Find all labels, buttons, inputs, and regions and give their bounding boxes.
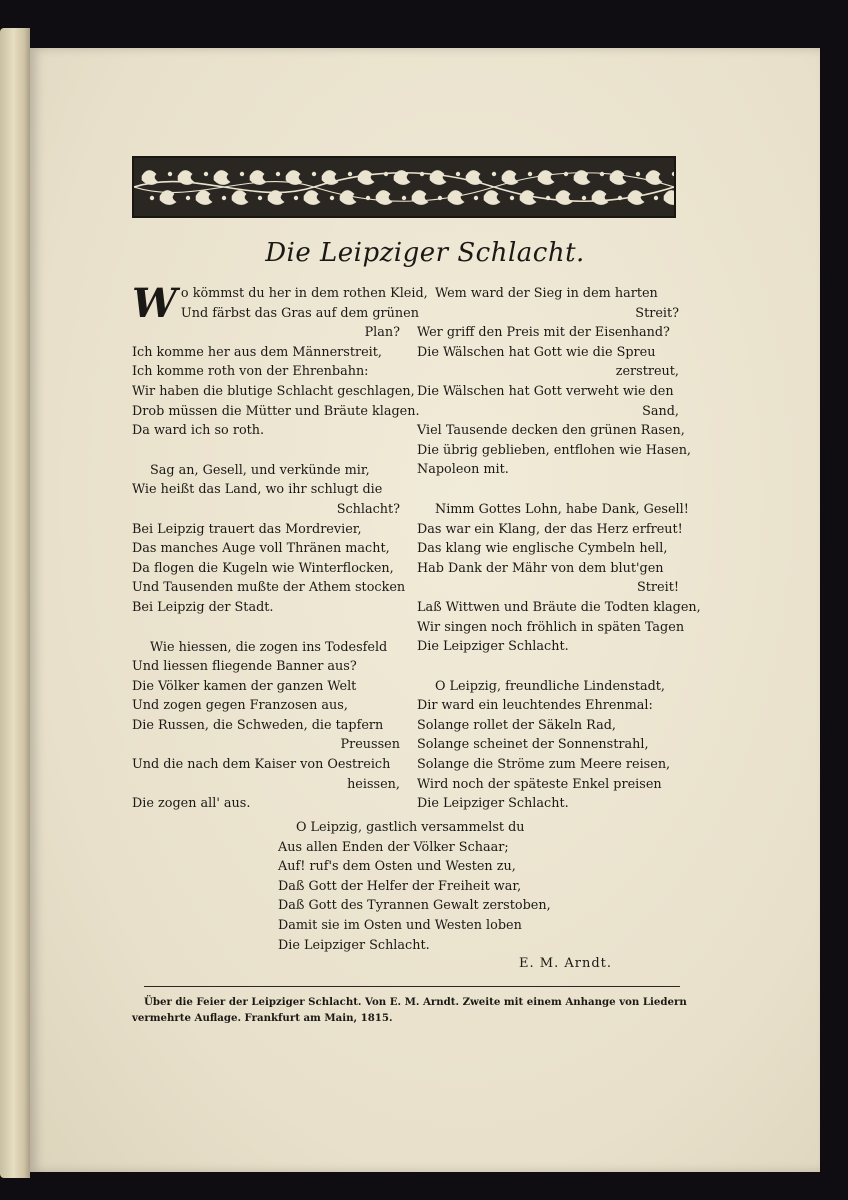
verse-line: Wird noch der späteste Enkel preisen xyxy=(417,776,662,792)
stanza xyxy=(132,638,400,814)
verse-line: heissen, xyxy=(347,776,400,792)
poem-title: Die Leipziger Schlacht. xyxy=(265,238,585,268)
drop-cap: W xyxy=(132,280,177,327)
verse-line: Die Wälschen hat Gott wie die Spreu xyxy=(417,344,656,360)
verse-line: Wir singen noch fröhlich in späten Tagen xyxy=(417,619,685,635)
stanza xyxy=(417,284,692,480)
verse-line: Drob müssen die Mütter und Bräute klagen. xyxy=(132,403,420,419)
verse-line: Sag an, Gesell, und verkünde mir, xyxy=(150,462,370,478)
verse-line: o kömmst du her in dem rothen Kleid, xyxy=(180,286,428,301)
verse-line: Hab Dank der Mähr von dem blut'gen xyxy=(417,560,664,576)
right-column xyxy=(417,284,701,834)
verse-line: Plan? xyxy=(364,325,400,341)
verse-line: Schlacht? xyxy=(336,501,400,517)
verse-line: Da flogen die Kugeln wie Winterflocken, xyxy=(132,560,394,576)
verse-line: Die Völker kamen der ganzen Welt xyxy=(132,678,357,694)
ornamental-header-band xyxy=(132,156,676,218)
verse-line: Dir ward ein leuchtendes Ehrenmal: xyxy=(417,698,653,714)
verse-line: Napoleon mit. xyxy=(417,462,509,478)
verse-line: Auf! ruf's dem Osten und Westen zu, xyxy=(278,859,516,875)
verse-line: Und Tausenden mußte der Athem stocken xyxy=(132,580,406,596)
verse-line: Und liessen fliegende Banner aus? xyxy=(132,659,357,675)
verse-line: Da ward ich so roth. xyxy=(132,423,265,439)
verse-line: Die Leipziger Schlacht. xyxy=(417,639,569,655)
verse-line: Die übrig geblieben, entflohen wie Hasen, xyxy=(417,442,692,458)
verse-line: Viel Tausende decken den grünen Rasen, xyxy=(417,423,685,439)
verse-line: Solange rollet der Säkeln Rad, xyxy=(417,717,616,733)
verse-line: Preussen xyxy=(340,737,400,753)
verse-line: Das klang wie englische Cymbeln hell, xyxy=(417,541,668,557)
verse-line: O Leipzig, gastlich versammelst du xyxy=(296,820,525,835)
verse-line: Wie hiessen, die zogen ins Todesfeld xyxy=(150,639,388,655)
stanza xyxy=(417,500,701,657)
stanza xyxy=(417,677,679,814)
verse-line: Wie heißt das Land, wo ihr schlugt die xyxy=(132,482,383,498)
verse-line: Daß Gott der Helfer der Freiheit war, xyxy=(278,878,522,894)
verse-line: Und färbst das Gras auf dem grünen xyxy=(180,305,419,321)
verse-line: Die Russen, die Schweden, die tapfern xyxy=(132,717,384,733)
verse-line: Laß Wittwen und Bräute die Todten klagen, xyxy=(417,599,701,615)
verse-line: Solange die Ströme zum Meere reisen, xyxy=(417,757,671,773)
verse-line: Die Leipziger Schlacht. xyxy=(417,796,569,812)
footnote-rule xyxy=(144,986,680,987)
verse-line: Die Leipziger Schlacht. xyxy=(278,937,430,953)
verse-line: O Leipzig, freundliche Lindenstadt, xyxy=(435,678,665,694)
verse-line: zerstreut, xyxy=(615,364,679,380)
verse-line: Solange scheinet der Sonnenstrahl, xyxy=(417,737,649,753)
verse-line: Und die nach dem Kaiser von Oestreich xyxy=(132,757,391,773)
verse-line: Streit! xyxy=(637,580,679,596)
book-page xyxy=(30,48,820,1172)
verse-line: Das war ein Klang, der das Herz erfreut! xyxy=(417,521,683,537)
oak-leaf-ornament xyxy=(134,158,674,216)
verse-line: Wem ward der Sieg in dem harten xyxy=(435,286,658,301)
verse-line: Ich komme roth von der Ehrenbahn: xyxy=(132,364,369,380)
verse-line: Das manches Auge voll Thränen macht, xyxy=(132,541,390,557)
verse-line: Streit? xyxy=(635,305,679,321)
verse-line: Und zogen gegen Franzosen aus, xyxy=(132,698,348,714)
verse-line: Bei Leipzig trauert das Mordrevier, xyxy=(132,521,362,537)
footnote-line: Über die Feier der Leipziger Schlacht. Von E. M. Arndt. Zweite mit einem Anhange von Liedern xyxy=(144,996,687,1008)
book-spine xyxy=(0,28,30,1178)
verse-line: Sand, xyxy=(642,403,679,419)
stanza xyxy=(132,280,428,441)
verse-line: Ich komme her aus dem Männerstreit, xyxy=(132,344,382,360)
verse-line: Daß Gott des Tyrannen Gewalt zerstoben, xyxy=(278,898,551,914)
author-signature: E. M. Arndt. xyxy=(519,956,612,971)
verse-line: Wer griff den Preis mit der Eisenhand? xyxy=(417,325,670,341)
verse-line: Bei Leipzig der Stadt. xyxy=(132,599,274,615)
center-stanza xyxy=(278,818,608,955)
footnote xyxy=(132,994,688,1026)
footnote-line: vermehrte Auflage. Frankfurt am Main, 1815. xyxy=(132,1012,393,1024)
verse-line: Damit sie im Osten und Westen loben xyxy=(278,917,522,933)
verse-line: Die Wälschen hat Gott verweht wie den xyxy=(417,383,674,399)
verse-line: Aus allen Enden der Völker Schaar; xyxy=(278,839,509,855)
verse-line: Wir haben die blutige Schlacht geschlagen, xyxy=(132,383,415,399)
verse-line: Die zogen all' aus. xyxy=(132,796,251,812)
verse-line: Nimm Gottes Lohn, habe Dank, Gesell! xyxy=(435,501,689,517)
stanza xyxy=(132,461,406,618)
